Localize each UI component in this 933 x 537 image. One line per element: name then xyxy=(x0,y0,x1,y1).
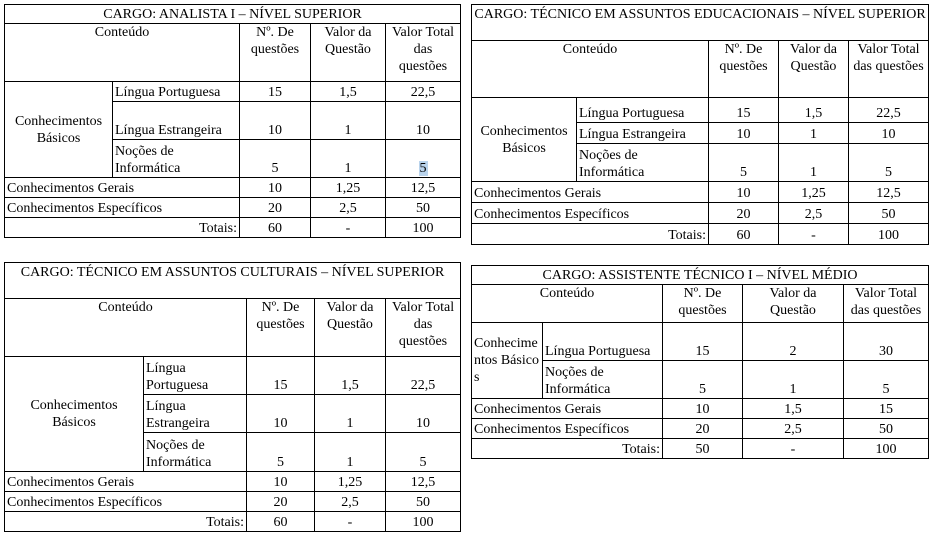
num-cell: 10 xyxy=(709,123,779,144)
subject-cell: Língua Portuguesa xyxy=(577,98,709,123)
num-cell: 60 xyxy=(709,224,779,245)
totals-label: Totais: xyxy=(472,439,663,459)
totals-label: Totais: xyxy=(472,224,709,245)
table-row xyxy=(5,357,461,395)
totals-label: Totais: xyxy=(5,512,247,532)
total-cell: 15 xyxy=(844,399,929,419)
header-num-questoes: Nº. De questões xyxy=(709,41,779,98)
subject-cell: Língua Estrangeira xyxy=(144,395,247,433)
num-cell: 15 xyxy=(709,98,779,123)
table-row xyxy=(5,82,461,102)
valor-cell: 1 xyxy=(311,140,386,178)
total-cell: 100 xyxy=(849,224,929,245)
table-row xyxy=(472,98,929,123)
valor-cell: - xyxy=(779,224,849,245)
num-cell: 10 xyxy=(709,182,779,203)
subject-cell: Conhecimentos Específicos xyxy=(5,198,240,218)
table-row xyxy=(5,472,461,492)
subject-cell: Língua Portuguesa xyxy=(144,357,247,395)
num-cell: 5 xyxy=(709,144,779,182)
subject-cell: Noções de Informática xyxy=(144,433,247,472)
table-title: CARGO: ASSISTENTE TÉCNICO I – NÍVEL MÉDIO xyxy=(472,266,929,285)
totals-row xyxy=(472,439,929,459)
valor-cell: 1,25 xyxy=(315,472,386,492)
total-cell: 5 xyxy=(844,361,929,399)
table-assistente-tecnico-i xyxy=(471,265,929,459)
total-cell: 10 xyxy=(386,102,461,140)
header-conteudo: Conteúdo xyxy=(472,285,663,323)
header-valor-questao: Valor da Questão xyxy=(315,299,386,357)
header-valor-questao: Valor da Questão xyxy=(743,285,844,323)
totals-label: Totais: xyxy=(5,218,240,238)
total-cell: 100 xyxy=(386,218,461,238)
valor-cell: 2,5 xyxy=(315,492,386,512)
subject-cell: Conhecimentos Específicos xyxy=(472,203,709,224)
num-cell: 5 xyxy=(247,433,315,472)
num-cell: 15 xyxy=(663,323,743,361)
header-valor-total: Valor Total das questões xyxy=(849,41,929,98)
num-cell: 20 xyxy=(709,203,779,224)
group-label: Conhecimentos Básicos xyxy=(472,98,577,182)
total-cell: 22,5 xyxy=(386,357,461,395)
valor-cell: 2,5 xyxy=(311,198,386,218)
num-cell: 10 xyxy=(663,399,743,419)
valor-cell: 1,25 xyxy=(311,178,386,198)
num-cell: 60 xyxy=(247,512,315,532)
subject-cell: Conhecimentos Gerais xyxy=(472,399,663,419)
num-cell: 5 xyxy=(240,140,311,178)
num-cell: 15 xyxy=(247,357,315,395)
subject-cell: Língua Estrangeira xyxy=(113,102,240,140)
total-cell: 100 xyxy=(844,439,929,459)
table-row xyxy=(472,399,929,419)
num-cell: 60 xyxy=(240,218,311,238)
total-cell: 12,5 xyxy=(849,182,929,203)
subject-cell: Língua Estrangeira xyxy=(577,123,709,144)
header-valor-total: Valor Total das questões xyxy=(386,24,461,82)
header-valor-total: Valor Total das questões xyxy=(844,285,929,323)
valor-cell: 2,5 xyxy=(743,419,844,439)
totals-row xyxy=(5,512,461,532)
header-valor-total: Valor Total das questões xyxy=(386,299,461,357)
header-conteudo: Conteúdo xyxy=(5,299,247,357)
total-cell: 5 xyxy=(849,144,929,182)
valor-cell: 1,5 xyxy=(743,399,844,419)
group-label: Conhecimentos Básicos xyxy=(472,323,543,399)
num-cell: 20 xyxy=(240,198,311,218)
num-cell: 10 xyxy=(240,102,311,140)
total-cell: 50 xyxy=(386,198,461,218)
table-tecnico-educacionais xyxy=(471,4,929,245)
table-row xyxy=(5,198,461,218)
total-cell: 100 xyxy=(386,512,461,532)
total-cell: 50 xyxy=(386,492,461,512)
valor-cell: - xyxy=(311,218,386,238)
subject-cell: Conhecimentos Gerais xyxy=(5,178,240,198)
table-row xyxy=(472,182,929,203)
totals-row xyxy=(5,218,461,238)
subject-cell: Conhecimentos Específicos xyxy=(472,419,663,439)
subject-cell: Conhecimentos Específicos xyxy=(5,492,247,512)
table-tecnico-culturais xyxy=(4,262,461,532)
table-row xyxy=(472,323,929,361)
header-num-questoes: Nº. De questões xyxy=(247,299,315,357)
total-cell: 5 xyxy=(386,433,461,472)
valor-cell: 1 xyxy=(311,102,386,140)
num-cell: 20 xyxy=(247,492,315,512)
valor-cell: 2 xyxy=(743,323,844,361)
valor-cell: 1,5 xyxy=(315,357,386,395)
total-cell: 50 xyxy=(844,419,929,439)
subject-cell: Língua Portuguesa xyxy=(543,323,663,361)
table-analista-i xyxy=(4,4,461,238)
valor-cell: 1 xyxy=(315,395,386,433)
valor-cell: 1,5 xyxy=(779,98,849,123)
valor-cell: 1 xyxy=(743,361,844,399)
num-cell: 10 xyxy=(247,395,315,433)
table-title: CARGO: TÉCNICO EM ASSUNTOS EDUCACIONAIS – NÍVEL SUPERIOR xyxy=(472,5,929,41)
valor-cell: 1 xyxy=(779,123,849,144)
total-cell: 30 xyxy=(844,323,929,361)
selected-text[interactable]: 5 xyxy=(419,161,427,176)
subject-cell: Noções de Informática xyxy=(577,144,709,182)
table-row xyxy=(5,178,461,198)
table-row xyxy=(5,492,461,512)
subject-cell: Conhecimentos Gerais xyxy=(5,472,247,492)
group-label: Conhecimentos Básicos xyxy=(5,357,144,472)
header-valor-questao: Valor da Questão xyxy=(779,41,849,98)
total-cell: 50 xyxy=(849,203,929,224)
table-title: CARGO: ANALISTA I – NÍVEL SUPERIOR xyxy=(5,5,461,24)
subject-cell: Conhecimentos Gerais xyxy=(472,182,709,203)
num-cell: 10 xyxy=(240,178,311,198)
table-title: CARGO: TÉCNICO EM ASSUNTOS CULTURAIS – NÍVEL SUPERIOR xyxy=(5,263,461,299)
valor-cell: 1 xyxy=(315,433,386,472)
num-cell: 10 xyxy=(247,472,315,492)
num-cell: 15 xyxy=(240,82,311,102)
total-cell: 22,5 xyxy=(849,98,929,123)
valor-cell: 1 xyxy=(779,144,849,182)
subject-cell: Noções de Informática xyxy=(113,140,240,178)
valor-cell: 2,5 xyxy=(779,203,849,224)
total-cell: 22,5 xyxy=(386,82,461,102)
header-num-questoes: Nº. De questões xyxy=(240,24,311,82)
valor-cell: 1,5 xyxy=(311,82,386,102)
total-cell xyxy=(386,140,461,178)
header-num-questoes: Nº. De questões xyxy=(663,285,743,323)
total-cell: 12,5 xyxy=(386,472,461,492)
total-cell: 10 xyxy=(386,395,461,433)
header-conteudo: Conteúdo xyxy=(472,41,709,98)
subject-cell: Noções de Informática xyxy=(543,361,663,399)
total-cell: 12,5 xyxy=(386,178,461,198)
group-label: Conhecimentos Básicos xyxy=(5,82,113,178)
num-cell: 5 xyxy=(663,361,743,399)
num-cell: 50 xyxy=(663,439,743,459)
header-valor-questao: Valor da Questão xyxy=(311,24,386,82)
total-cell: 10 xyxy=(849,123,929,144)
header-conteudo: Conteúdo xyxy=(5,24,240,82)
table-row xyxy=(472,203,929,224)
valor-cell: 1,25 xyxy=(779,182,849,203)
num-cell: 20 xyxy=(663,419,743,439)
subject-cell: Língua Portuguesa xyxy=(113,82,240,102)
valor-cell: - xyxy=(743,439,844,459)
totals-row xyxy=(472,224,929,245)
table-row xyxy=(472,419,929,439)
valor-cell: - xyxy=(315,512,386,532)
